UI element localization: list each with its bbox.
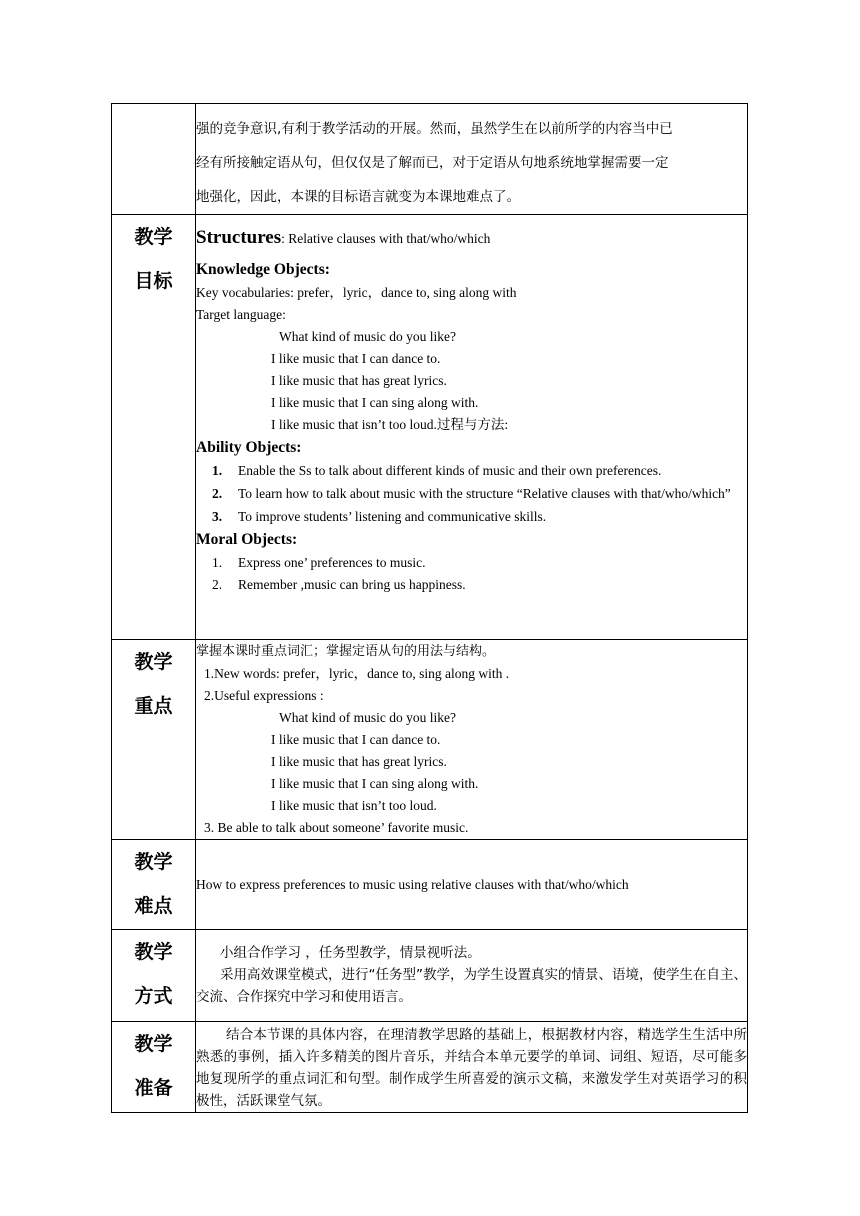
list-number: 1. <box>212 463 223 478</box>
list-item <box>196 483 747 505</box>
list-text: To learn how to talk about music with the structure “Relative clauses with that/who/which” <box>238 486 731 501</box>
target-sentence: I like music that isn’t too loud.过程与方法: <box>271 417 509 432</box>
preparation-row <box>112 1022 748 1113</box>
objectives-label-bottom: 目标 <box>134 270 173 292</box>
preparation-label-bottom: 准备 <box>134 1077 173 1099</box>
objectives-row <box>112 215 748 640</box>
structures-line <box>196 225 747 252</box>
key-points-row <box>112 640 748 840</box>
objectives-label <box>112 215 196 640</box>
knowledge-heading: Knowledge Objects: <box>196 261 330 278</box>
intro-label-cell <box>112 104 196 215</box>
objectives-label-top: 教学 <box>134 226 173 248</box>
structures-text: : Relative clauses with that/who/which <box>281 231 491 246</box>
intro-line: 强的竞争意识,有利于教学活动的开展。然而，虽然学生在以前所学的内容当中已 <box>196 121 673 137</box>
key-sentence: I like music that has great lyrics. <box>271 754 447 769</box>
key-points-label <box>112 640 196 840</box>
key-points-content <box>196 640 748 840</box>
new-words: 1.New words: prefer，lyric，dance to, sing along with . <box>204 666 510 681</box>
key-points-closing: 3. Be able to talk about someone’ favorite music. <box>204 820 469 835</box>
intro-line: 地强化，因此，本课的目标语言就变为本课地难点了。 <box>196 189 520 205</box>
target-sentence: I like music that has great lyrics. <box>271 373 447 388</box>
list-number: 1. <box>212 555 223 570</box>
target-sentence: I like music that I can sing along with. <box>271 395 479 410</box>
target-sentence: What kind of music do you like? <box>279 329 456 344</box>
methods-label-bottom: 方式 <box>134 985 173 1007</box>
methods-row <box>112 930 748 1022</box>
difficulties-label-top: 教学 <box>134 851 173 873</box>
methods-label-top: 教学 <box>134 941 173 963</box>
list-number: 2. <box>212 486 223 501</box>
ability-heading: Ability Objects: <box>196 439 302 456</box>
methods-label <box>112 930 196 1022</box>
moral-list <box>196 552 747 596</box>
methods-content <box>196 930 748 1022</box>
list-item <box>196 574 747 596</box>
key-sentence: I like music that I can sing along with. <box>271 776 479 791</box>
methods-paragraph: 采用高效课堂模式，进行“任务型”教学，为学生设置真实的情景、语境，使学生在自主、交流、合作探究中学习和使用语言。 <box>196 967 747 1005</box>
ability-list <box>196 460 747 528</box>
preparation-label <box>112 1022 196 1113</box>
intro-line: 经有所接触定语从句，但仅仅是了解而已，对于定语从句地系统地掌握需要一定 <box>196 155 669 171</box>
key-sentence: What kind of music do you like? <box>279 710 456 725</box>
key-points-label-top: 教学 <box>134 651 173 673</box>
list-item <box>196 552 747 574</box>
list-number: 3. <box>212 509 223 524</box>
intro-content-cell <box>196 104 748 215</box>
list-number: 2. <box>212 577 223 592</box>
difficulties-label <box>112 840 196 930</box>
difficulties-text: How to express preferences to music using relative clauses with that/who/which <box>196 876 629 892</box>
list-text: To improve students’ listening and communicative skills. <box>238 509 547 524</box>
useful-expressions: 2.Useful expressions : <box>204 688 324 703</box>
difficulties-row <box>112 840 748 930</box>
objectives-content <box>196 215 748 640</box>
preparation-paragraph: 结合本节课的具体内容，在理清教学思路的基础上，根据教材内容，精选学生生活中所熟悉的事例，插入许多精美的图片音乐，并结合本单元要学的单词、词组、短语，尽可能多地复现所学的重点词汇和句型。制作成学生所喜爱的演示文稿，来激发学生对英语学习的积极性，活跃课堂气氛。 <box>196 1027 747 1109</box>
key-sentence: I like music that isn’t too loud. <box>271 798 437 813</box>
list-text: Enable the Ss to talk about different kinds of music and their own preferences. <box>238 463 662 478</box>
preparation-content <box>196 1022 748 1113</box>
list-text: Express one’ preferences to music. <box>238 555 426 570</box>
difficulties-label-bottom: 难点 <box>134 895 173 917</box>
list-item <box>196 460 747 482</box>
preparation-label-top: 教学 <box>134 1033 173 1055</box>
moral-heading: Moral Objects: <box>196 531 298 548</box>
key-vocab: Key vocabularies: prefer，lyric，dance to, sing along with <box>196 285 517 300</box>
difficulties-content <box>196 840 748 930</box>
list-item <box>196 506 747 528</box>
key-points-intro: 掌握本课时重点词汇；掌握定语从句的用法与结构。 <box>196 644 496 659</box>
key-points-label-bottom: 重点 <box>134 695 173 717</box>
target-sentence: I like music that I can dance to. <box>271 351 441 366</box>
list-text: Remember ,music can bring us happiness. <box>238 577 466 592</box>
target-language-label: Target language: <box>196 307 286 322</box>
structures-heading: Structures <box>196 227 282 248</box>
lesson-plan-table <box>111 103 748 1113</box>
intro-row <box>112 104 748 215</box>
key-sentence: I like music that I can dance to. <box>271 732 441 747</box>
methods-line: 小组合作学习 ，任务型教学，情景视听法。 <box>220 945 481 961</box>
